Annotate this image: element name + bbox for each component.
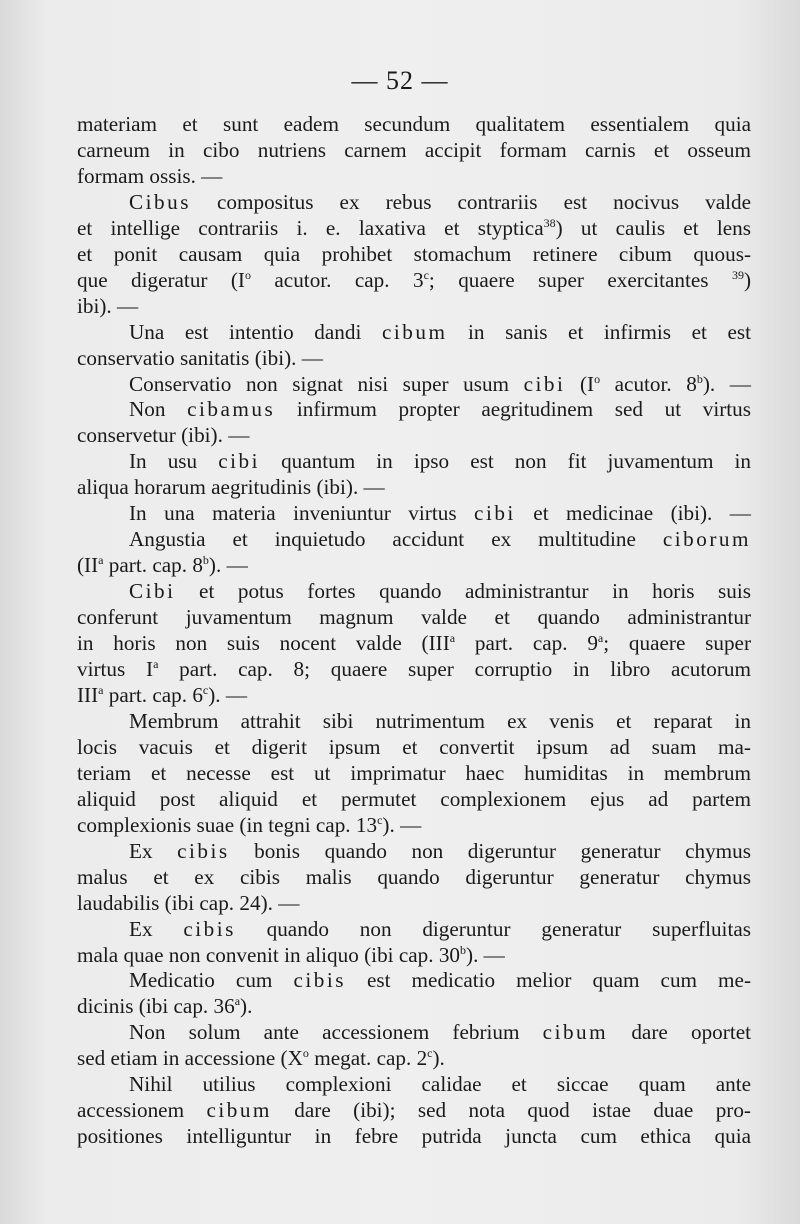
text-run: part. cap. 8; quaere super corruptio in libro acutorum xyxy=(158,657,751,682)
text-line xyxy=(77,787,751,813)
emphasized-term: cibum xyxy=(206,1098,272,1123)
text-run: carneum in cibo nutriens carnem accipit formam carnis et osseum xyxy=(77,137,751,162)
superscript: b xyxy=(460,942,467,957)
text-line xyxy=(77,397,751,423)
page-number: — 52 — xyxy=(351,66,449,95)
text-run: In una materia inveniuntur virtus xyxy=(129,501,475,526)
text-line xyxy=(77,891,751,917)
text-run: In usu xyxy=(129,449,219,474)
text-run: ). — xyxy=(466,942,505,967)
text-line xyxy=(77,553,751,579)
text-line xyxy=(77,242,751,268)
text-line xyxy=(77,994,751,1020)
text-run: teriam et necesse est ut imprimatur haec humiditas in membrum xyxy=(77,760,751,785)
emphasized-term: cibis xyxy=(177,838,230,863)
text-line xyxy=(77,631,751,657)
text-run: ). xyxy=(432,1046,445,1071)
text-line xyxy=(77,449,751,475)
body-text xyxy=(77,112,751,1150)
text-line xyxy=(77,839,751,865)
text-line xyxy=(77,372,751,398)
text-line xyxy=(77,865,751,891)
text-run: ). — xyxy=(702,371,751,396)
text-run: ibi). — xyxy=(77,293,139,318)
text-line xyxy=(77,735,751,761)
text-line xyxy=(77,190,751,216)
text-run: Una est intentio dandi xyxy=(129,319,382,344)
emphasized-term: Cibus xyxy=(129,189,191,214)
text-line xyxy=(77,1020,751,1046)
superscript: c xyxy=(423,267,429,282)
text-run: aliquid post aliquid et permutet complexionem ejus ad partem xyxy=(77,786,751,811)
text-line xyxy=(77,943,751,969)
text-line xyxy=(77,579,751,605)
text-run: Ex xyxy=(129,916,184,941)
emphasized-term: Cibi xyxy=(129,579,176,604)
text-run: ; quaere super exercitantes xyxy=(428,267,732,292)
text-run: ). — xyxy=(382,812,422,837)
text-run: locis vacuis et digerit ipsum et convertit ipsum ad suam ma- xyxy=(77,734,751,759)
emphasized-term: cibum xyxy=(542,1020,609,1045)
text-line xyxy=(77,346,751,372)
text-run: ). — xyxy=(208,682,248,707)
text-run: (II xyxy=(77,553,99,578)
text-run: accessionem xyxy=(77,1098,207,1123)
text-run: et ponit causam quia prohibet stomachum retinere cibum quous- xyxy=(77,241,751,266)
text-run: quando non digeruntur generatur superfluitas xyxy=(235,916,751,941)
text-run: acutor. 8 xyxy=(600,371,697,396)
text-line xyxy=(77,683,751,709)
text-line xyxy=(77,138,751,164)
text-run: virtus I xyxy=(77,657,154,682)
text-line xyxy=(77,709,751,735)
text-run: Medicatio cum xyxy=(129,968,294,993)
text-run: part. cap. 9 xyxy=(455,631,598,656)
emphasized-term: cibis xyxy=(293,968,346,993)
text-run: ) xyxy=(743,267,751,292)
text-line xyxy=(77,657,751,683)
text-run: et potus fortes quando administrantur in horis suis xyxy=(175,579,751,604)
superscript: a xyxy=(98,682,104,697)
text-line xyxy=(77,761,751,787)
text-line xyxy=(77,1098,751,1124)
text-run: ) ut caulis et lens xyxy=(555,215,751,240)
text-run: ; quaere super xyxy=(603,631,752,656)
text-run: malus et ex cibis malis quando digeruntur generatur chymus xyxy=(77,864,751,889)
text-run: infirmum propter aegritudinem sed ut virtus xyxy=(275,397,751,422)
superscript: o xyxy=(594,371,601,386)
text-run: materiam et sunt eadem secundum qualitatem essentialem quia xyxy=(77,112,751,136)
text-run: conservatio sanitatis (ibi). — xyxy=(77,345,323,370)
text-run: dare oportet xyxy=(608,1020,751,1045)
text-run: et intellige contrariis i. e. laxativa et styptica xyxy=(77,215,544,240)
text-line xyxy=(77,423,751,449)
emphasized-term: ciborum xyxy=(662,527,751,552)
text-run: Non solum ante accessionem febrium xyxy=(129,1020,543,1045)
superscript: o xyxy=(245,267,251,282)
text-run: formam ossis. — xyxy=(77,163,223,188)
text-run: in sanis et infirmis et est xyxy=(447,319,751,344)
superscript: c xyxy=(377,812,383,827)
text-line xyxy=(77,268,751,294)
emphasized-term: cibum xyxy=(381,319,448,344)
emphasized-term: cibamus xyxy=(187,397,276,422)
text-line xyxy=(77,968,751,994)
text-run: bonis quando non digeruntur generatur chymus xyxy=(229,838,751,863)
text-run: sed etiam in accessione (X xyxy=(77,1046,303,1071)
superscript: b xyxy=(202,553,209,568)
text-run: megat. cap. 2 xyxy=(308,1046,428,1071)
text-run: dare (ibi); sed nota quod istae duae pro- xyxy=(271,1098,751,1123)
text-line xyxy=(77,605,751,631)
text-run: compositus ex rebus contrariis est nocivus valde xyxy=(190,189,751,214)
text-run: complexionis suae (in tegni cap. 13 xyxy=(77,812,378,837)
text-run: conservetur (ibi). — xyxy=(77,423,250,448)
text-line xyxy=(77,917,751,943)
text-line xyxy=(77,1046,751,1072)
superscript: c xyxy=(427,1046,433,1061)
emphasized-term: cibis xyxy=(183,916,236,941)
superscript: b xyxy=(696,371,703,386)
emphasized-term: cibi xyxy=(474,501,516,526)
text-run: aliqua horarum aegritudinis (ibi). — xyxy=(77,475,385,500)
superscript: a xyxy=(153,657,159,672)
text-run: ). — xyxy=(208,553,248,578)
superscript: c xyxy=(202,682,209,697)
text-line xyxy=(77,1072,751,1098)
text-run: que digeratur (I xyxy=(77,267,245,292)
text-run: mala quae non convenit in aliquo (ibi cap. 30 xyxy=(77,942,461,967)
superscript: o xyxy=(302,1046,309,1061)
emphasized-term: cibi xyxy=(218,449,260,474)
text-run: Nihil utilius complexioni calidae et siccae quam ante xyxy=(129,1072,751,1097)
text-run: est medicatio melior quam cum me- xyxy=(345,968,751,993)
text-run: Ex xyxy=(129,838,178,863)
text-run: Angustia et inquietudo accidunt ex multitudine xyxy=(129,527,663,552)
emphasized-term: cibi xyxy=(523,371,566,396)
superscript: a xyxy=(449,631,456,646)
text-line xyxy=(77,294,751,320)
text-run: ). xyxy=(240,994,253,1019)
text-line xyxy=(77,320,751,346)
text-line xyxy=(77,501,751,527)
text-run: conferunt juvamentum magnum valde et quando administrantur xyxy=(77,605,751,630)
text-run: acutor. cap. 3 xyxy=(251,267,424,292)
text-run: part. cap. 8 xyxy=(103,553,203,578)
text-run: dicinis (ibi cap. 36 xyxy=(77,994,235,1019)
text-line xyxy=(77,813,751,839)
superscript: a xyxy=(98,553,104,568)
text-line xyxy=(77,112,751,138)
text-run: in horis non suis nocent valde (III xyxy=(77,631,450,656)
text-run: quantum in ipso est non fit juvamentum in xyxy=(260,449,751,474)
text-run: laudabilis (ibi cap. 24). — xyxy=(77,890,300,915)
text-run: III xyxy=(77,682,99,707)
superscript: 38 xyxy=(543,215,556,230)
text-line xyxy=(77,216,751,242)
text-run: Membrum attrahit sibi nutrimentum ex venis et reparat in xyxy=(129,708,751,733)
text-line xyxy=(77,1124,751,1150)
text-run: Conservatio non signat nisi super usum xyxy=(129,371,524,396)
text-line xyxy=(77,164,751,190)
text-run: positiones intelliguntur in febre putrida juncta cum ethica quia xyxy=(77,1124,751,1149)
superscript: 39 xyxy=(731,267,744,282)
text-line xyxy=(77,475,751,501)
text-run: part. cap. 6 xyxy=(103,682,203,707)
text-line xyxy=(77,527,751,553)
text-run: (I xyxy=(565,371,595,396)
superscript: a xyxy=(234,994,241,1009)
text-run: Non xyxy=(129,397,188,422)
text-run: et medicinae (ibi). — xyxy=(515,501,751,526)
superscript: a xyxy=(597,631,604,646)
